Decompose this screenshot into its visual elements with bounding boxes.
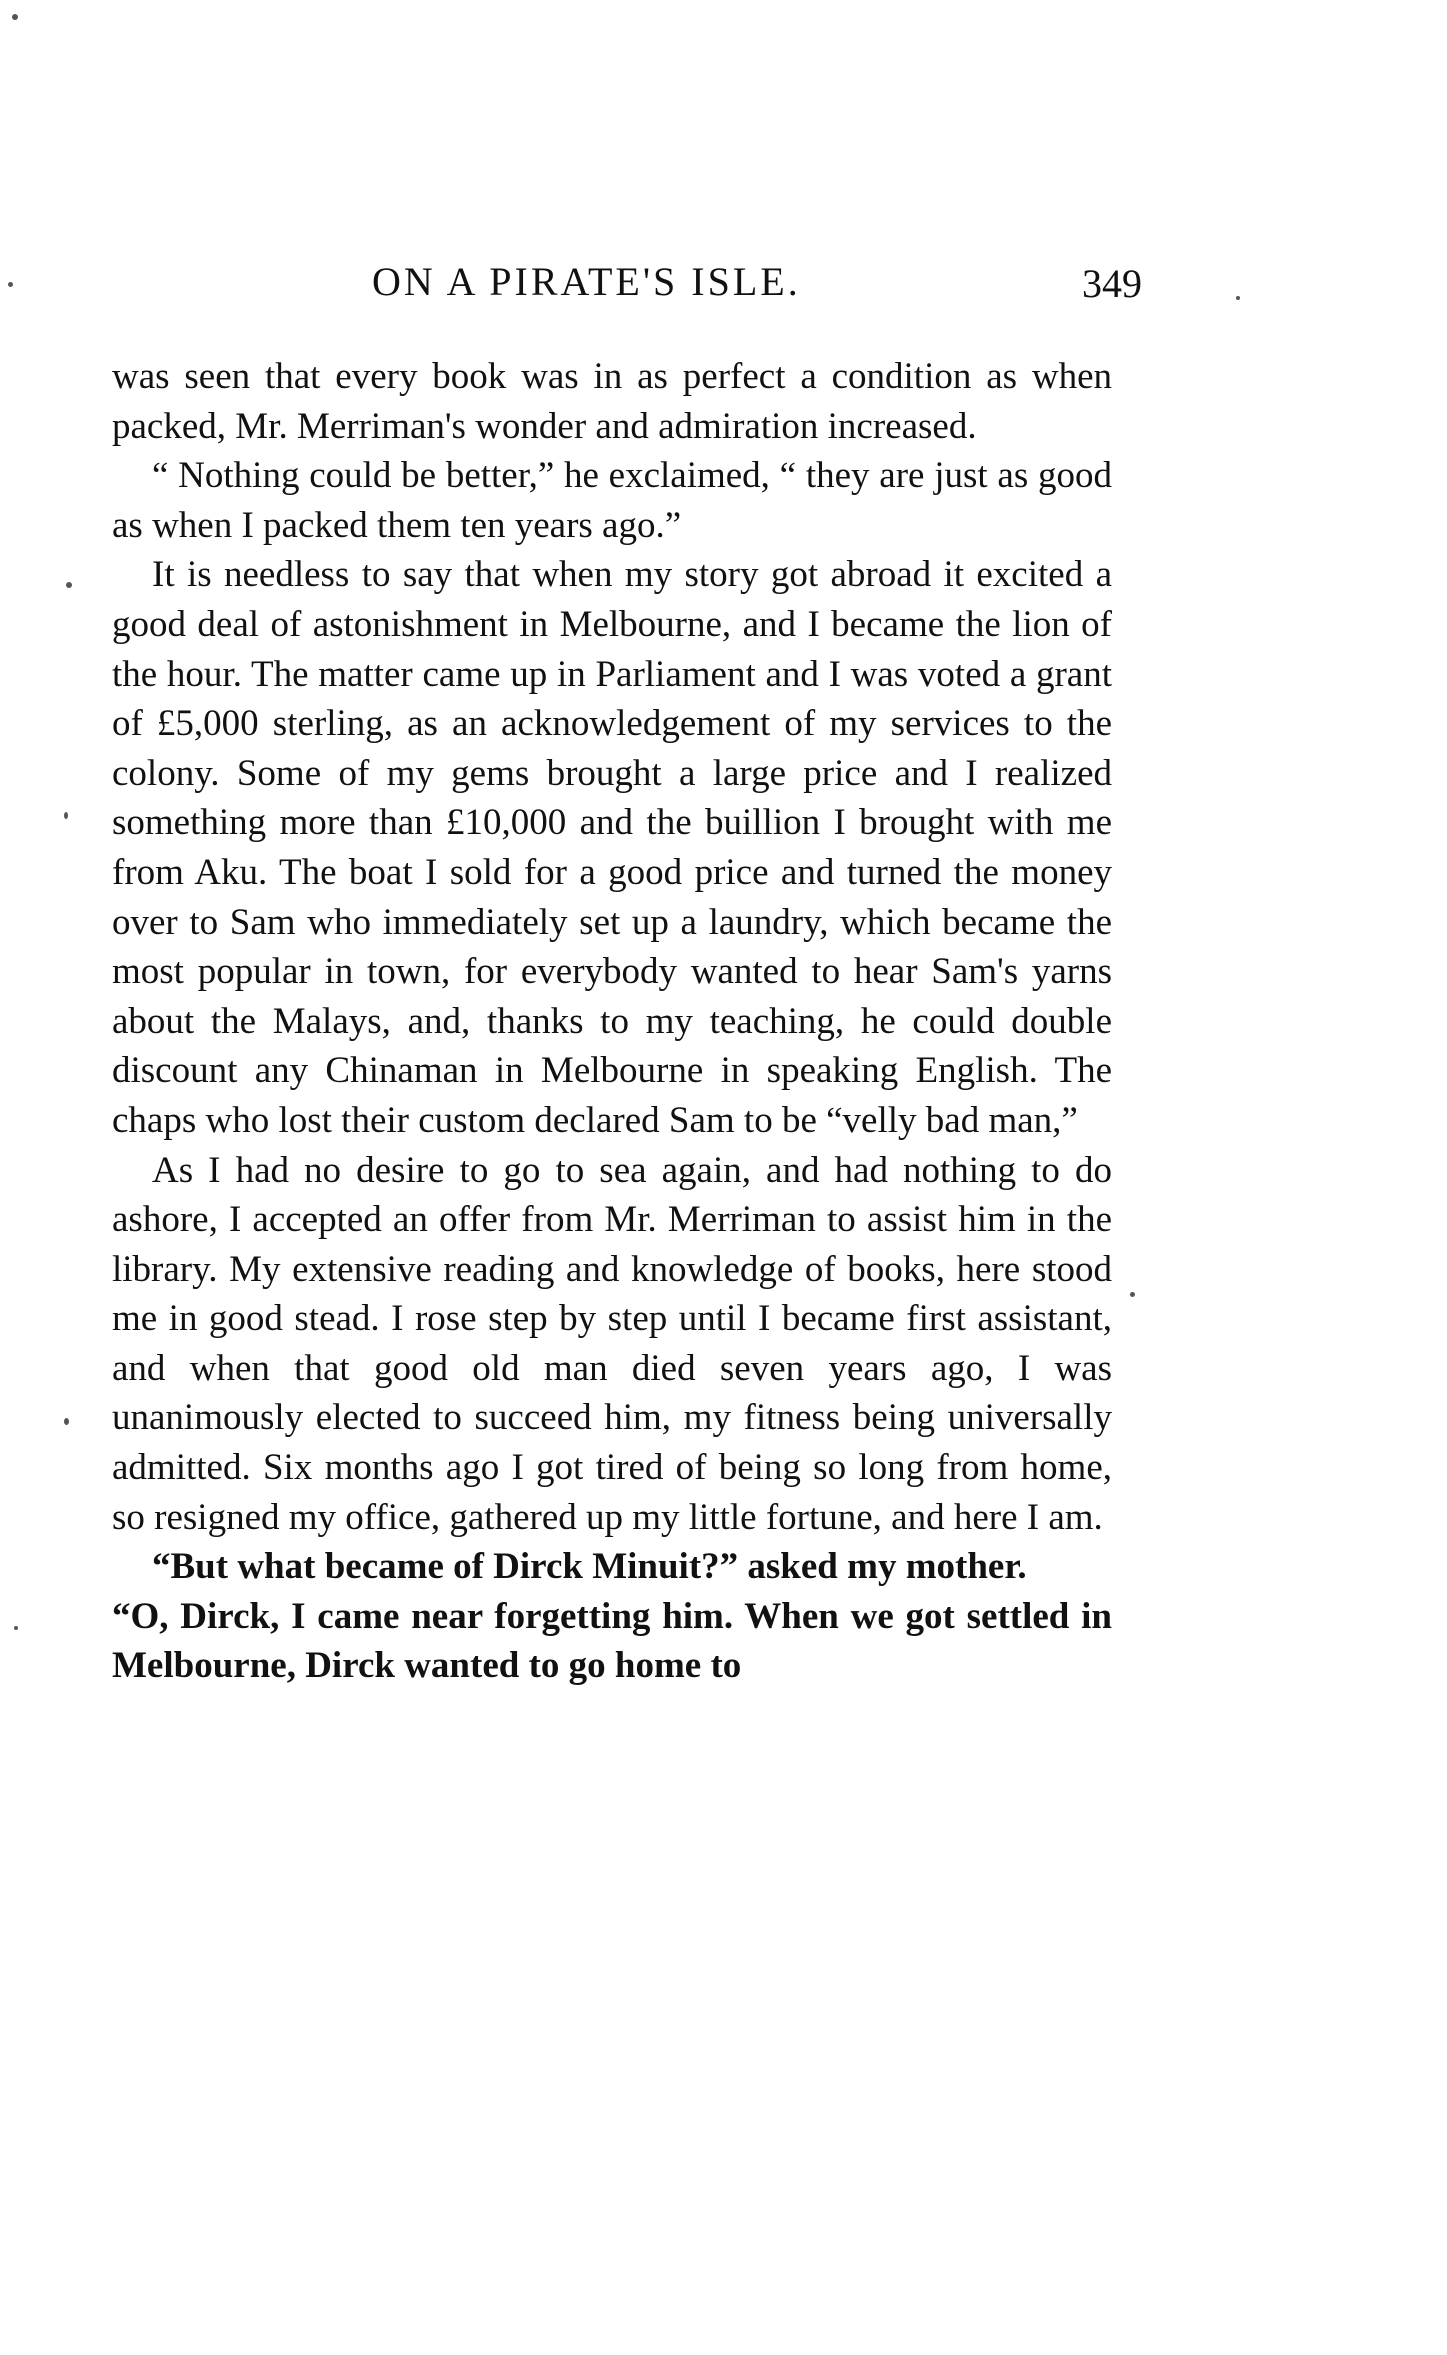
scan-speck [64,812,68,819]
running-title: ON A PIRATE'S ISLE. [372,259,801,304]
paragraph-5: “But what became of Dirck Minuit?” asked my mother. [152,1546,1027,1588]
paragraph-6: “O, Dirck, I came near forgetting him. When we got settled in Melbourne, Dirck wanted to go home to [112,1595,1112,1687]
scan-speck [8,282,13,287]
scan-speck [1236,296,1240,300]
scan-speck [1130,1292,1135,1297]
paragraph-1: was seen that every book was in as perfect a condition as when packed, Mr. Merriman's wonder and admiration increased. [112,356,1112,447]
scan-speck [64,1418,69,1425]
body-text [112,352,1112,1691]
page-number: 349 [1082,261,1142,306]
scan-speck [14,1626,18,1630]
paragraph-4: As I had no desire to go to sea again, and had nothing to do ashore, I accepted an offer from Mr. Merriman to assist him in the library. My extensive reading and knowledge of books, here stood me in good stead. I rose step by step until I became first assistant, and when that good old man died seven years ago, I was unanimously elected to succeed him, my fitness being universally admitted. Six months ago I got tired of being so long from home, so resigned my office, gathered up my little fortune, and here I am. [112,1149,1112,1538]
running-head [112,258,1142,318]
scan-speck [12,14,18,20]
scan-speck [66,582,72,588]
paragraph-2: “ Nothing could be better,” he exclaimed, “ they are just as good as when I packed them ten years ago.” [112,455,1112,546]
paragraph-3: It is needless to say that when my story got abroad it excited a good deal of astonishment in Melbourne, and I became the lion of the hour. The matter came up in Parliament and I was voted a grant of £5,000 sterling, as an acknowledgement of my services to the colony. Some of my gems brought a large price and I realized something more than £10,000 and the buillion I brought with me from Aku. The boat I sold for a good price and turned the money over to Sam who immediately set up a laundry, which became the most popular in town, for everybody wanted to hear Sam's yarns about the Malays, and, thanks to my teaching, he could double discount any Chinaman in Melbourne in speaking English. The chaps who lost their custom declared Sam to be “velly bad man,” [112,554,1112,1141]
